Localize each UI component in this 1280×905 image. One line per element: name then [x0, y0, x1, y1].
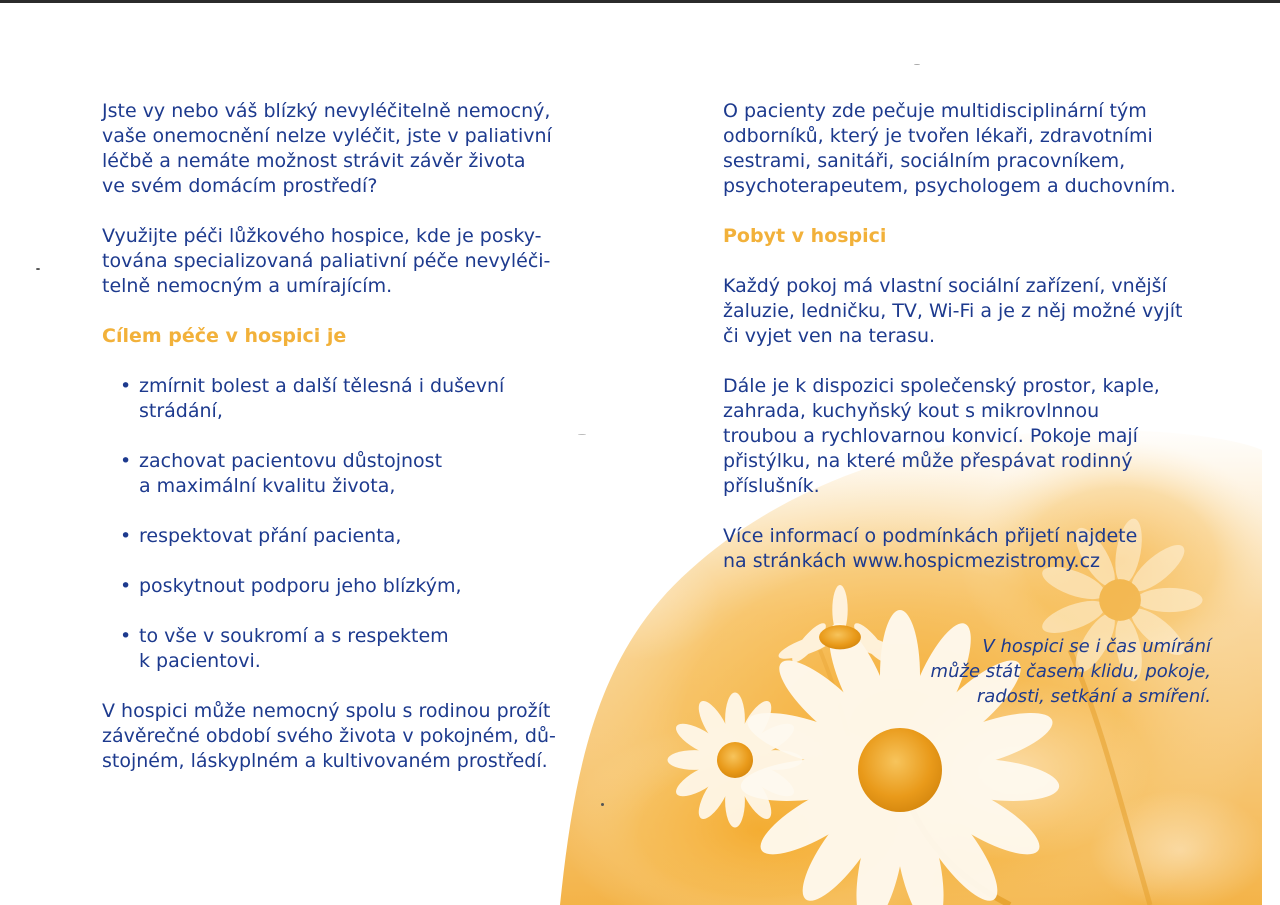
- bullet-icon: •: [120, 575, 132, 597]
- bullet-icon: •: [120, 625, 132, 647]
- left-column: [102, 99, 582, 799]
- rooms-paragraph: Každý pokoj má vlastní sociální zařízení, vnější žaluzie, ledničku, TV, Wi-Fi a je z něj možné vyjít či vyjet ven na terasu.: [723, 275, 1183, 347]
- closing-paragraph: V hospici může nemocný spolu s rodinou prožít závěrečné období svého života v pokojném, dů- stojném, láskyplném a kultivovaném prostředí.: [102, 700, 556, 772]
- facilities-paragraph: Dále je k dispozici společenský prostor, kaple, zahrada, kuchyňský kout s mikrovlnnou troubou a rychlovarnou konvicí. Pokoje mají přistýlku, na které může přespávat rodinný příslušník.: [723, 375, 1160, 497]
- closing-quote: V hospici se i čas umírání může stát časem klidu, pokoje, radosti, setkání a smíření.: [930, 636, 1211, 707]
- scan-speck: [36, 268, 40, 270]
- list-item: • zachovat pacientovu důstojnost a maximální kvalitu života,: [120, 450, 443, 497]
- list-item: • respektovat přání pacienta,: [120, 525, 402, 547]
- scan-speck: [578, 434, 586, 435]
- bullet-icon: •: [120, 375, 132, 397]
- scan-speck: [914, 64, 920, 65]
- bullet-icon: •: [120, 525, 132, 547]
- list-item: • zmírnit bolest a další tělesná i duševní strádání,: [120, 375, 505, 422]
- right-column: [723, 99, 1223, 599]
- list-item: • poskytnout podporu jeho blízkým,: [120, 575, 462, 597]
- goals-list: [102, 374, 582, 674]
- scan-speck: [601, 803, 604, 806]
- team-paragraph: O pacienty zde pečuje multidisciplinární tým odborníků, který je tvořen lékaři, zdravotními sestrami, sanitáři, sociálním pracovníkem, psychoterapeutem, psychologem a duchovním.: [723, 100, 1176, 197]
- intro-paragraph: Jste vy nebo váš blízký nevyléčitelně nemocný, vaše onemocnění nelze vyléčit, jste v paliativní léčbě a nemáte možnost strávit závěr života ve svém domácím prostředí?: [102, 100, 552, 197]
- goals-heading: Cílem péče v hospici je: [102, 325, 347, 347]
- bullet-icon: •: [120, 450, 132, 472]
- list-item: • to vše v soukromí a s respektem k pacientovi.: [120, 625, 449, 672]
- stay-heading: Pobyt v hospici: [723, 225, 887, 247]
- more-info-paragraph: Více informací o podmínkách přijetí najdete na stránkách www.hospicmezistromy.cz: [723, 525, 1138, 572]
- offer-paragraph: Využijte péči lůžkového hospice, kde je posky- tována specializovaná paliativní péče nevyléči- telně nemocným a umírajícím.: [102, 225, 551, 297]
